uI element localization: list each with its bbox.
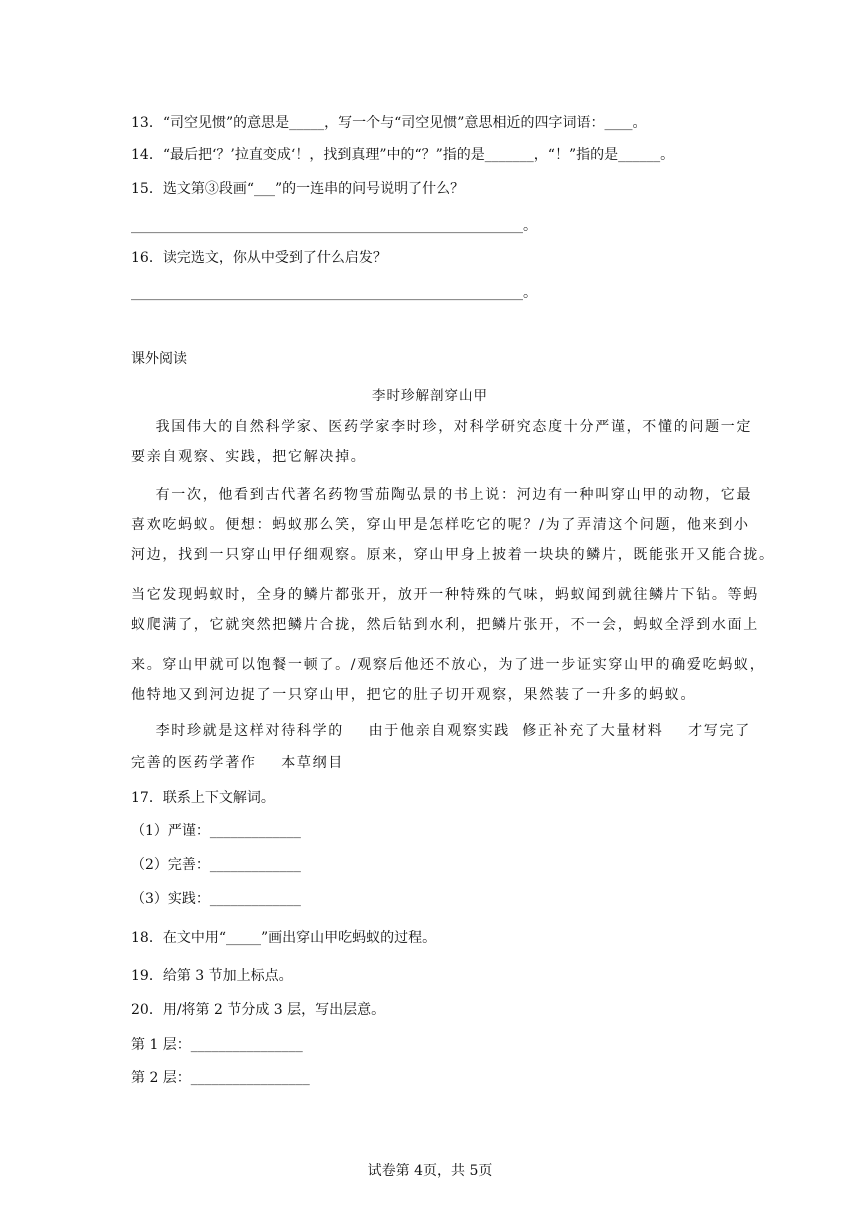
passage-line: 来。穿山甲就可以饱餐一顿了。/观察后他还不放心，为了进一步证实穿山甲的确爱吃蚂蚁， <box>131 657 766 673</box>
question-17: 17．联系上下文解词。 <box>131 790 275 806</box>
passage-line: 喜欢吃蚂蚁。便想：蚂蚁那么笑，穿山甲是怎样吃它的呢？/为了弄清这个问题，他来到小 <box>131 517 750 533</box>
question-18: 18．在文中用“_____”画出穿山甲吃蚂蚁的过程。 <box>131 930 437 946</box>
passage-line: 我国伟大的自然科学家、医药学家李时珍，对科学研究态度十分严谨，不懂的问题一定 <box>131 419 753 435</box>
section-label: 课外阅读 <box>131 351 187 367</box>
passage-line: 有一次，他看到古代著名药物雪茄陶弘景的书上说：河边有一种叫穿山甲的动物，它最 <box>131 487 753 503</box>
passage-line: 要亲自观察、实践，把它解决掉。 <box>131 449 367 465</box>
question-20: 20．用/将第 2 节分成 3 层，写出层意。 <box>131 1002 386 1018</box>
passage-line: 完善的医药学著作 本草纲目 <box>131 755 344 771</box>
passage-line: 当它发现蚂蚁时，全身的鳞片都张开，放开一种特殊的气味，蚂蚁闻到就往鳞片下钻。等蚂 <box>131 587 759 603</box>
passage-line: 李时珍就是这样对待科学的 由于他亲自观察实践 修正补充了大量材料 才写完了 <box>131 723 751 739</box>
question-15: 15．选文第③段画“___”的一连串的问号说明了什么？ <box>131 181 465 197</box>
question-19: 19．给第 3 节加上标点。 <box>131 968 293 984</box>
answer-line-16: ________________________________________________________。 <box>131 285 537 301</box>
layer-1-answer: 第 1 层：________________ <box>131 1037 303 1053</box>
question-17-1: （1）严谨：_____________ <box>131 823 301 839</box>
passage-line: 蚁爬满了，它就突然把鳞片合拢，然后钻到水利，把鳞片张开，不一会，蚂蚁全浮到水面上 <box>131 617 759 633</box>
question-17-2: （2）完善：_____________ <box>131 857 301 873</box>
question-17-3: （3）实践：_____________ <box>131 891 301 907</box>
question-13: 13．“司空见惯”的意思是_____，写一个与“司空见惯”意思相近的四字词语：____。 <box>131 115 647 131</box>
passage-line: 他特地又到河边捉了一只穿山甲，把它的肚子切开观察，果然装了一升多的蚂蚁。 <box>131 687 697 703</box>
page-footer: 试卷第 4页，共 5页 <box>367 1163 493 1179</box>
layer-2-answer: 第 2 层：_________________ <box>131 1070 310 1086</box>
question-16: 16．读完选文，你从中受到了什么启发？ <box>131 250 387 266</box>
passage-line: 河边，找到一只穿山甲仔细观察。原来，穿山甲身上披着一块块的鳞片，既能张开又能合拢。 <box>131 547 775 563</box>
passage-title: 李时珍解剖穿山甲 <box>372 388 488 404</box>
question-14: 14．“最后把‘？’拉直变成‘！，找到真理”中的“？”指的是_______，“！”指的是______。 <box>131 147 675 163</box>
answer-line-15: ________________________________________________________。 <box>131 218 537 234</box>
